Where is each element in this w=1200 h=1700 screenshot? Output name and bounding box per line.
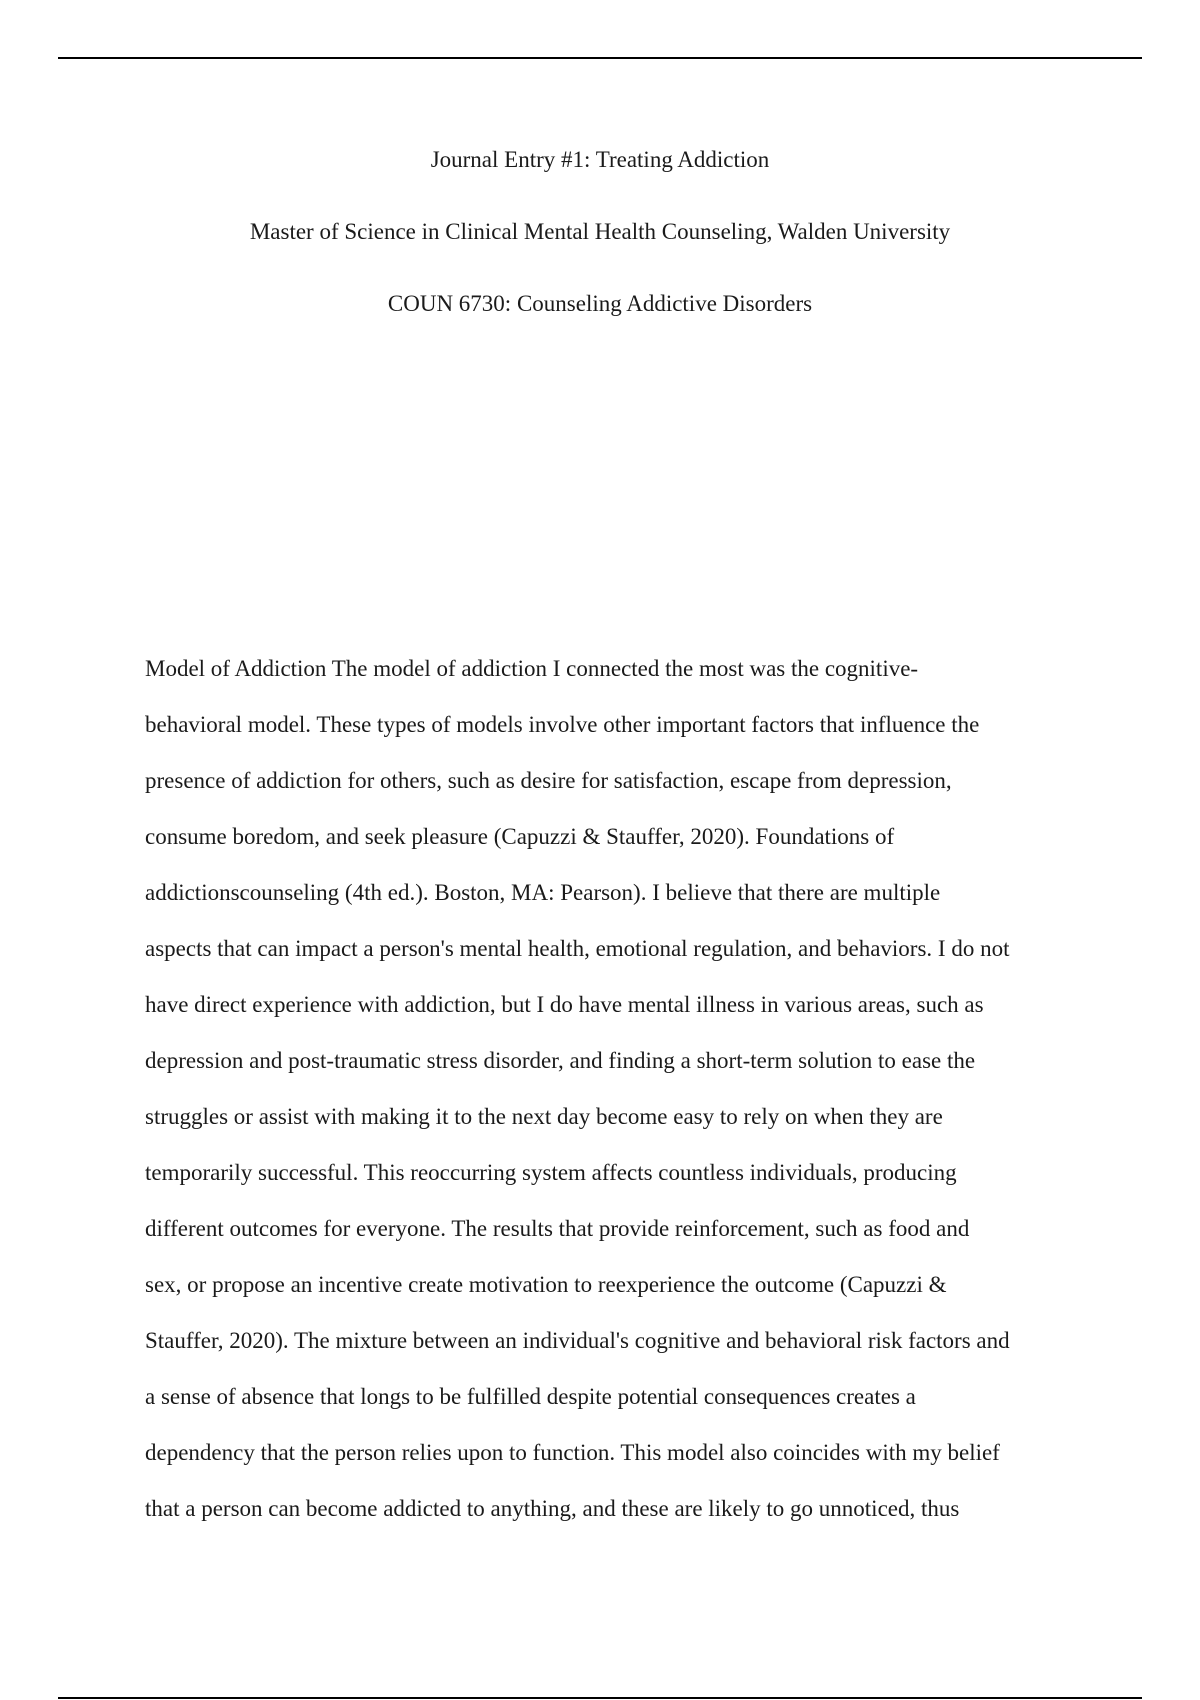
body-line: sex, or propose an incentive create motivation to reexperience the outcome (Capuzzi & — [145, 1272, 947, 1297]
course-line: COUN 6730: Counseling Addictive Disorders — [387, 291, 813, 316]
body-line: addictionscounseling (4th ed.). Boston, MA: Pearson). I believe that there are multiple — [145, 880, 941, 905]
body-line: consume boredom, and seek pleasure (Capuzzi & Stauffer, 2020). Foundations of — [145, 824, 895, 849]
body-line: temporarily successful. This reoccurring system affects countless individuals, producing — [145, 1160, 957, 1185]
body-line: struggles or assist with making it to the next day become easy to rely on when they are — [145, 1104, 943, 1129]
body-line: presence of addiction for others, such as desire for satisfaction, escape from depression, — [145, 768, 952, 793]
body-line: dependency that the person relies upon to function. This model also coincides with my belief — [145, 1440, 1000, 1465]
body-line: aspects that can impact a person's mental health, emotional regulation, and behaviors. I do not — [145, 936, 1010, 961]
body-line: have direct experience with addiction, but I do have mental illness in various areas, such as — [145, 992, 984, 1017]
page-bottom-rule — [58, 1697, 1142, 1699]
document-title: Journal Entry #1: Treating Addiction — [430, 147, 770, 172]
body-paragraph — [145, 641, 1077, 1537]
body-line: Stauffer, 2020). The mixture between an individual's cognitive and behavioral risk factors and — [145, 1328, 1010, 1353]
body-line: behavioral model. These types of models involve other important factors that influence the — [145, 712, 980, 737]
body-line: depression and post-traumatic stress disorder, and finding a short-term solution to ease the — [145, 1048, 976, 1073]
title-block — [0, 140, 1200, 356]
body-line: a sense of absence that longs to be fulfilled despite potential consequences creates a — [145, 1384, 916, 1409]
body-line: Model of Addiction The model of addiction I connected the most was the cognitive- — [145, 656, 919, 681]
page-top-rule — [58, 57, 1142, 59]
body-line: different outcomes for everyone. The results that provide reinforcement, such as food and — [145, 1216, 970, 1241]
body-line: that a person can become addicted to anything, and these are likely to go unnoticed, thus — [145, 1496, 960, 1521]
program-line: Master of Science in Clinical Mental Health Counseling, Walden University — [249, 219, 951, 244]
